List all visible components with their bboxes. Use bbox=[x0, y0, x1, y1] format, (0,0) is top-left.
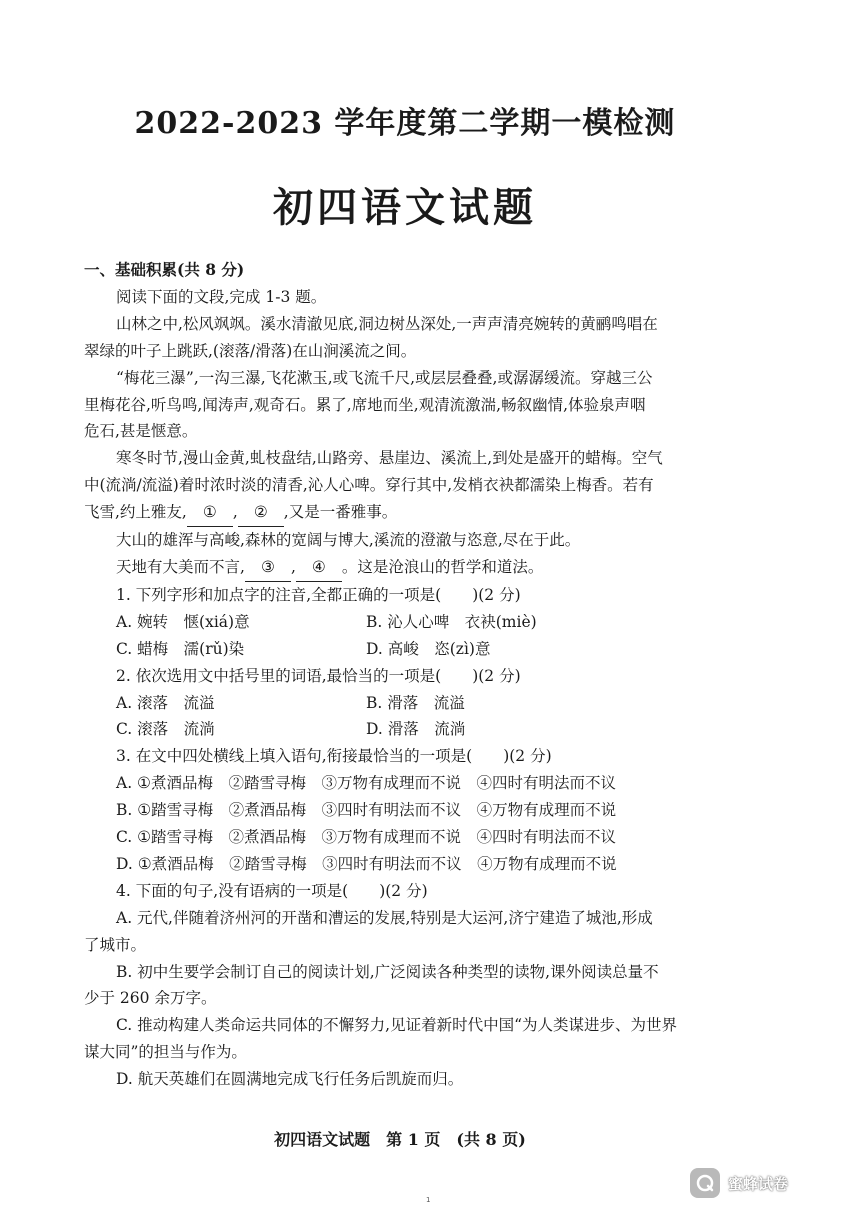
passage-line: 山林之中,松风飒飒。溪水清澈见底,洞边树丛深处,一声声清亮婉转的黄鹂鸣唱在 bbox=[116, 314, 658, 333]
option-d: D. ①煮酒品梅 ②踏雪寻梅 ③四时有明法而不议 ④万物有成理而不说 bbox=[116, 854, 617, 873]
question-stem: 3. 在文中四处横线上填入语句,衔接最恰当的一项是( )(2 分) bbox=[116, 747, 552, 766]
passage-line bbox=[84, 499, 729, 527]
option-d: D. 滑落 流淌 bbox=[366, 720, 466, 739]
watermark bbox=[690, 1168, 788, 1198]
option-a: A. ①煮酒品梅 ②踏雪寻梅 ③万物有成理而不说 ④四时有明法而不议 bbox=[116, 774, 616, 793]
fill-blank: ③ bbox=[245, 554, 291, 582]
option-c: C. 滚落 流淌 bbox=[116, 720, 215, 739]
option-b: B. 滑落 流溢 bbox=[366, 693, 465, 712]
option-c: C. 蜡梅 濡(rǔ)染 bbox=[116, 639, 245, 658]
subject-title: 初四语文试题 bbox=[273, 184, 537, 231]
fill-blank: ④ bbox=[296, 554, 342, 582]
passage-line: 大山的雄浑与高峻,森林的宽阔与博大,溪流的澄澈与恣意,尽在于此。 bbox=[116, 531, 581, 550]
option-b: B. 沁人心啤 衣袂(miè) bbox=[366, 612, 537, 631]
option-row bbox=[84, 636, 729, 663]
option-c: C. 推动构建人类命运共同体的不懈努力,见证着新时代中国“为人类谋进步、为世界 bbox=[116, 1016, 678, 1035]
passage-line: 危石,甚是惬意。 bbox=[84, 422, 198, 441]
passage-text: 。这是沧浪山的哲学和道法。 bbox=[341, 557, 544, 576]
option-b-cont: 少于 260 余万字。 bbox=[84, 989, 217, 1008]
option-row bbox=[84, 690, 729, 717]
passage-line: “梅花三瀑”,一沟三瀑,飞花漱玉,或飞流千尺,或层层叠叠,或潺潺缓流。穿越三公 bbox=[116, 368, 653, 387]
passage-line: 翠绿的叶子上跳跃,(滚落/滑落)在山涧溪流之间。 bbox=[84, 341, 417, 360]
passage-text: 天地有大美而不言, bbox=[116, 557, 245, 576]
watermark-text: 蜜蜂试卷 bbox=[728, 1174, 789, 1193]
option-a: A. 滚落 流溢 bbox=[116, 693, 215, 712]
punct-comma: , bbox=[232, 503, 238, 522]
passage-line: 中(流淌/流溢)着时浓时淡的清香,沁人心啤。穿行其中,发梢衣袂都濡染上梅香。若有 bbox=[84, 476, 654, 495]
option-c: C. ①踏雪寻梅 ②煮酒品梅 ③万物有成理而不说 ④四时有明法而不议 bbox=[116, 828, 617, 847]
passage-line: 寒冬时节,漫山金黄,虬枝盘结,山路旁、悬崖边、溪流上,到处是盛开的蜡梅。空气 bbox=[116, 449, 663, 468]
question-stem: 4. 下面的句子,没有语病的一项是( )(2 分) bbox=[116, 881, 428, 900]
question-stem: 2. 依次选用文中括号里的词语,最恰当的一项是( )(2 分) bbox=[116, 666, 521, 685]
section-heading: 一、基础积累(共 8 分) bbox=[84, 260, 245, 279]
option-a-cont: 了城市。 bbox=[84, 935, 147, 954]
exam-title: 2022-2023 学年度第二学期一模检测 bbox=[134, 106, 676, 141]
passage-text: ,又是一番雅事。 bbox=[283, 503, 398, 522]
option-b: B. ①踏雪寻梅 ②煮酒品梅 ③四时有明法而不议 ④万物有成理而不说 bbox=[116, 801, 617, 820]
option-row bbox=[84, 716, 729, 743]
question-stem: 1. 下列字形和加点字的注音,全都正确的一项是( )(2 分) bbox=[116, 585, 521, 604]
option-d: D. 高峻 恣(zì)意 bbox=[366, 639, 491, 658]
option-c-cont: 谋大同”的担当与作为。 bbox=[84, 1043, 247, 1062]
option-d: D. 航天英雄们在圆满地完成飞行任务后凯旋而归。 bbox=[116, 1070, 464, 1089]
page-footer: 初四语文试题 第 1 页 (共 8 页) bbox=[274, 1130, 526, 1149]
option-a: A. 婉转 惬(xiá)意 bbox=[116, 612, 250, 631]
exam-body bbox=[84, 257, 729, 1093]
option-b: B. 初中生要学会制订自己的阅读计划,广泛阅读各种类型的读物,课外阅读总量不 bbox=[116, 962, 659, 981]
punct-comma: , bbox=[290, 557, 296, 576]
passage-text: 飞雪,约上雅友, bbox=[84, 503, 187, 522]
option-a: A. 元代,伴随着济州河的开凿和漕运的发展,特别是大运河,济宁建造了城池,形成 bbox=[116, 908, 653, 927]
fill-blank: ② bbox=[238, 499, 284, 527]
fill-blank: ① bbox=[187, 499, 233, 527]
page-mark: 1 bbox=[426, 1196, 431, 1204]
bee-logo-icon bbox=[690, 1168, 720, 1198]
section-instruction: 阅读下面的文段,完成 1-3 题。 bbox=[116, 287, 327, 306]
option-row bbox=[84, 609, 729, 636]
passage-line bbox=[84, 554, 729, 582]
passage-line: 里梅花谷,听鸟鸣,闻涛声,观奇石。累了,席地而坐,观清流激湍,畅叙幽情,体验泉声咽 bbox=[84, 395, 646, 414]
